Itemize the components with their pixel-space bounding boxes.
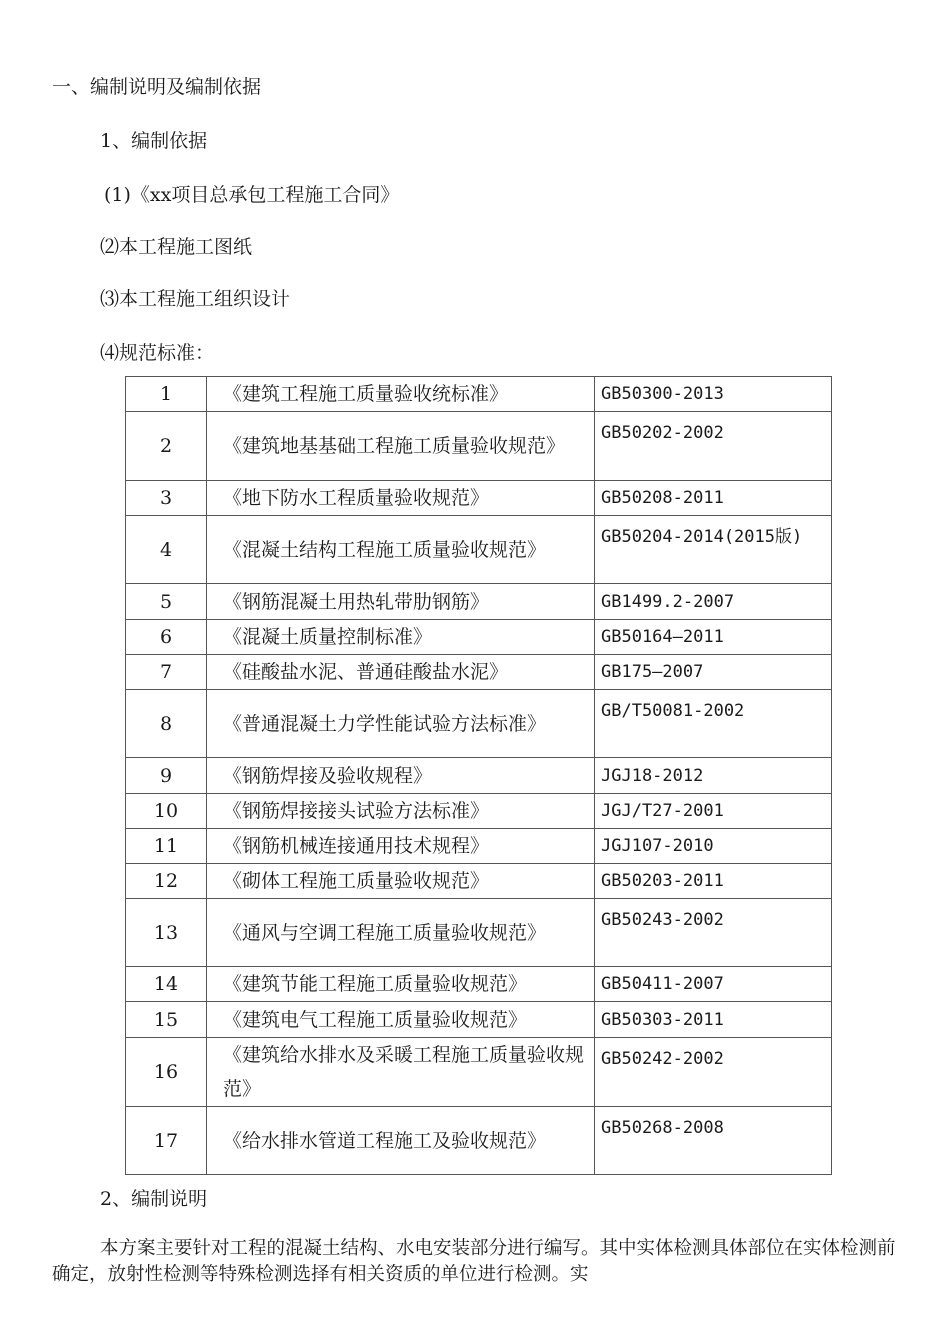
- standard-code: GB50208-2011: [595, 481, 832, 516]
- standard-code: GB/T50081-2002: [595, 690, 832, 758]
- standard-name: 《建筑节能工程施工质量验收规范》: [207, 967, 595, 1002]
- table-row: [126, 899, 832, 967]
- standard-name: 《建筑地基基础工程施工质量验收规范》: [207, 412, 595, 481]
- standard-code: JGJ107-2010: [595, 829, 832, 864]
- row-number: 14: [126, 967, 207, 1002]
- table-row: [126, 967, 832, 1002]
- table-row: [126, 620, 832, 655]
- standard-code: GB50268-2008: [595, 1107, 832, 1175]
- description-paragraph: 本方案主要针对工程的混凝土结构、水电安装部分进行编写。其中实体检测具体部位在实体检测前确定，放射性检测等特殊检测选择有相关资质的单位进行检测。实: [52, 1238, 896, 1285]
- table-row: [126, 864, 832, 899]
- standard-code: GB1499.2-2007: [595, 584, 832, 620]
- row-number: 8: [126, 690, 207, 758]
- standard-name: 《通风与空调工程施工质量验收规范》: [207, 899, 595, 967]
- standard-code: GB175—2007: [595, 655, 832, 690]
- table-row: [126, 584, 832, 620]
- standard-code: GB50243-2002: [595, 899, 832, 967]
- row-number: 13: [126, 899, 207, 967]
- basis-item-standards: ⑷规范标准：: [100, 342, 215, 364]
- standard-code: JGJ/T27-2001: [595, 794, 832, 829]
- standard-name: 《建筑给水排水及采暖工程施工质量验收规范》: [207, 1038, 595, 1107]
- basis-item-design: ⑶本工程施工组织设计: [100, 288, 291, 310]
- table-row: [126, 1038, 832, 1107]
- standard-name: 《混凝土结构工程施工质量验收规范》: [207, 516, 595, 584]
- standard-code: GB50300-2013: [595, 377, 832, 412]
- row-number: 5: [126, 584, 207, 620]
- row-number: 10: [126, 794, 207, 829]
- table-row: [126, 412, 832, 481]
- row-number: 12: [126, 864, 207, 899]
- standards-table: [125, 376, 832, 1175]
- standard-code: GB50242-2002: [595, 1038, 832, 1107]
- table-row: [126, 758, 832, 794]
- row-number: 9: [126, 758, 207, 794]
- table-row: [126, 829, 832, 864]
- subsection-heading-basis: 1、编制依据: [100, 130, 208, 152]
- section-heading: 一、编制说明及编制依据: [52, 76, 262, 98]
- standard-code: JGJ18-2012: [595, 758, 832, 794]
- row-number: 1: [126, 377, 207, 412]
- standard-code: GB50203-2011: [595, 864, 832, 899]
- standard-code: GB50303-2011: [595, 1002, 832, 1038]
- table-row: [126, 655, 832, 690]
- standard-code: GB50411-2007: [595, 967, 832, 1002]
- standard-name: 《普通混凝土力学性能试验方法标准》: [207, 690, 595, 758]
- standard-code: GB50202-2002: [595, 412, 832, 481]
- table-row: [126, 377, 832, 412]
- standard-code: GB50204-2014(2015版): [595, 516, 832, 584]
- subsection-heading-description: 2、编制说明: [100, 1188, 208, 1210]
- row-number: 2: [126, 412, 207, 481]
- row-number: 4: [126, 516, 207, 584]
- table-row: [126, 794, 832, 829]
- standard-name: 《钢筋混凝土用热轧带肋钢筋》: [207, 584, 595, 620]
- standard-name: 《钢筋机械连接通用技术规程》: [207, 829, 595, 864]
- standard-name: 《钢筋焊接接头试验方法标准》: [207, 794, 595, 829]
- row-number: 6: [126, 620, 207, 655]
- basis-item-drawings: ⑵本工程施工图纸: [100, 236, 253, 258]
- standard-code: GB50164—2011: [595, 620, 832, 655]
- table-row: [126, 1107, 832, 1175]
- table-row: [126, 690, 832, 758]
- standard-name: 《硅酸盐水泥、普通硅酸盐水泥》: [207, 655, 595, 690]
- row-number: 7: [126, 655, 207, 690]
- row-number: 3: [126, 481, 207, 516]
- table-row: [126, 516, 832, 584]
- standard-name: 《给水排水管道工程施工及验收规范》: [207, 1107, 595, 1175]
- standard-name: 《建筑工程施工质量验收统标准》: [207, 377, 595, 412]
- standard-name: 《混凝土质量控制标准》: [207, 620, 595, 655]
- basis-item-contract: (1)《xx项目总承包工程施工合同》: [104, 184, 400, 206]
- table-row: [126, 1002, 832, 1038]
- row-number: 16: [126, 1038, 207, 1107]
- row-number: 15: [126, 1002, 207, 1038]
- table-row: [126, 481, 832, 516]
- standard-name: 《建筑电气工程施工质量验收规范》: [207, 1002, 595, 1038]
- standard-name: 《砌体工程施工质量验收规范》: [207, 864, 595, 899]
- row-number: 17: [126, 1107, 207, 1175]
- row-number: 11: [126, 829, 207, 864]
- standard-name: 《地下防水工程质量验收规范》: [207, 481, 595, 516]
- standard-name: 《钢筋焊接及验收规程》: [207, 758, 595, 794]
